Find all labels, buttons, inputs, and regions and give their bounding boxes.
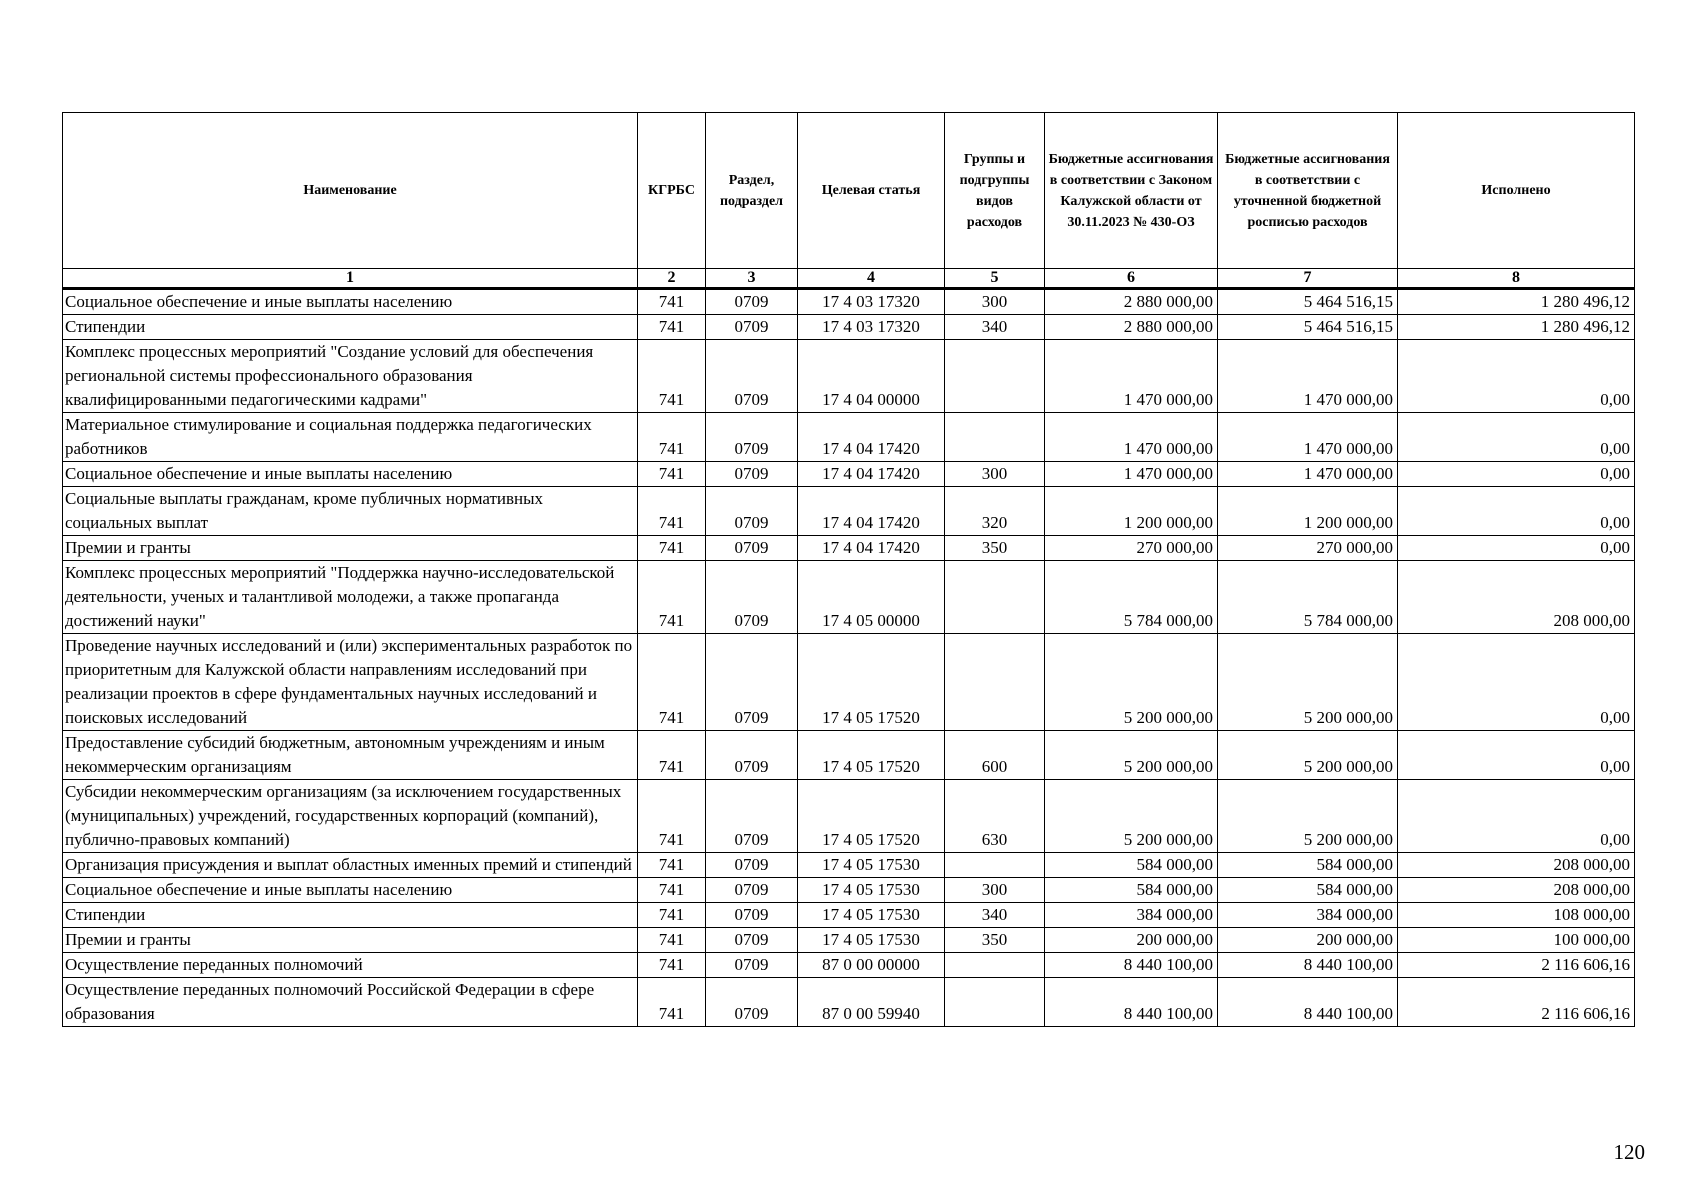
row-section: 0709 bbox=[706, 953, 798, 978]
row-section: 0709 bbox=[706, 487, 798, 536]
row-refined-amount: 270 000,00 bbox=[1218, 536, 1398, 561]
row-name: Премии и гранты bbox=[63, 928, 638, 953]
row-group: 300 bbox=[945, 878, 1045, 903]
column-number: 6 bbox=[1045, 269, 1218, 289]
header-target-article: Целевая статья bbox=[798, 113, 945, 269]
header-expense-group: Группы и подгруппы видов расходов bbox=[945, 113, 1045, 269]
row-name: Премии и гранты bbox=[63, 536, 638, 561]
row-executed-amount: 100 000,00 bbox=[1398, 928, 1635, 953]
row-executed-amount: 2 116 606,16 bbox=[1398, 953, 1635, 978]
row-refined-amount: 5 464 516,15 bbox=[1218, 289, 1398, 315]
row-refined-amount: 5 784 000,00 bbox=[1218, 561, 1398, 634]
row-group bbox=[945, 953, 1045, 978]
row-executed-amount: 0,00 bbox=[1398, 340, 1635, 413]
row-section: 0709 bbox=[706, 853, 798, 878]
row-name: Организация присуждения и выплат областных именных премий и стипендий bbox=[63, 853, 638, 878]
column-number: 5 bbox=[945, 269, 1045, 289]
row-executed-amount: 0,00 bbox=[1398, 731, 1635, 780]
row-name: Проведение научных исследований и (или) экспериментальных разработок по приоритетным для Калужской области направлениям исследований при реализации проектов в сфере фундаментальных научных исследований и поисковых исследований bbox=[63, 634, 638, 731]
row-law-amount: 2 880 000,00 bbox=[1045, 289, 1218, 315]
row-target: 17 4 03 17320 bbox=[798, 315, 945, 340]
row-refined-amount: 5 200 000,00 bbox=[1218, 780, 1398, 853]
table-row bbox=[63, 315, 1635, 340]
row-section: 0709 bbox=[706, 561, 798, 634]
row-kgrbs: 741 bbox=[638, 853, 706, 878]
row-kgrbs: 741 bbox=[638, 953, 706, 978]
row-refined-amount: 200 000,00 bbox=[1218, 928, 1398, 953]
row-executed-amount: 0,00 bbox=[1398, 413, 1635, 462]
header-kgrbs: КГРБС bbox=[638, 113, 706, 269]
row-refined-amount: 5 200 000,00 bbox=[1218, 731, 1398, 780]
row-kgrbs: 741 bbox=[638, 928, 706, 953]
budget-table bbox=[62, 112, 1635, 1027]
row-refined-amount: 5 200 000,00 bbox=[1218, 634, 1398, 731]
row-law-amount: 5 200 000,00 bbox=[1045, 780, 1218, 853]
row-law-amount: 1 470 000,00 bbox=[1045, 413, 1218, 462]
row-refined-amount: 584 000,00 bbox=[1218, 878, 1398, 903]
row-refined-amount: 8 440 100,00 bbox=[1218, 953, 1398, 978]
table-row bbox=[63, 634, 1635, 731]
header-name: Наименование bbox=[63, 113, 638, 269]
row-section: 0709 bbox=[706, 903, 798, 928]
row-target: 17 4 05 17530 bbox=[798, 853, 945, 878]
table-row bbox=[63, 878, 1635, 903]
row-section: 0709 bbox=[706, 536, 798, 561]
row-executed-amount: 0,00 bbox=[1398, 780, 1635, 853]
row-law-amount: 5 200 000,00 bbox=[1045, 634, 1218, 731]
row-law-amount: 584 000,00 bbox=[1045, 853, 1218, 878]
row-kgrbs: 741 bbox=[638, 340, 706, 413]
row-executed-amount: 1 280 496,12 bbox=[1398, 289, 1635, 315]
row-section: 0709 bbox=[706, 634, 798, 731]
row-kgrbs: 741 bbox=[638, 878, 706, 903]
row-refined-amount: 1 200 000,00 bbox=[1218, 487, 1398, 536]
row-name: Социальное обеспечение и иные выплаты населению bbox=[63, 462, 638, 487]
table-row bbox=[63, 953, 1635, 978]
row-kgrbs: 741 bbox=[638, 536, 706, 561]
table-row bbox=[63, 780, 1635, 853]
row-refined-amount: 584 000,00 bbox=[1218, 853, 1398, 878]
row-group bbox=[945, 634, 1045, 731]
row-target: 17 4 05 17520 bbox=[798, 731, 945, 780]
row-target: 17 4 03 17320 bbox=[798, 289, 945, 315]
row-group: 600 bbox=[945, 731, 1045, 780]
row-section: 0709 bbox=[706, 340, 798, 413]
row-target: 17 4 05 17520 bbox=[798, 780, 945, 853]
row-section: 0709 bbox=[706, 731, 798, 780]
row-kgrbs: 741 bbox=[638, 561, 706, 634]
row-kgrbs: 741 bbox=[638, 413, 706, 462]
row-section: 0709 bbox=[706, 413, 798, 462]
header-refined-allocations: Бюджетные ассигнования в соответствии с уточненной бюджетной росписью расходов bbox=[1218, 113, 1398, 269]
row-executed-amount: 208 000,00 bbox=[1398, 853, 1635, 878]
row-section: 0709 bbox=[706, 978, 798, 1027]
row-kgrbs: 741 bbox=[638, 634, 706, 731]
row-kgrbs: 741 bbox=[638, 731, 706, 780]
row-executed-amount: 0,00 bbox=[1398, 536, 1635, 561]
row-kgrbs: 741 bbox=[638, 315, 706, 340]
row-name: Осуществление переданных полномочий bbox=[63, 953, 638, 978]
row-section: 0709 bbox=[706, 780, 798, 853]
row-target: 17 4 05 17520 bbox=[798, 634, 945, 731]
row-section: 0709 bbox=[706, 878, 798, 903]
row-group bbox=[945, 413, 1045, 462]
row-target: 17 4 05 17530 bbox=[798, 928, 945, 953]
row-target: 17 4 04 17420 bbox=[798, 487, 945, 536]
row-group: 340 bbox=[945, 903, 1045, 928]
table-row bbox=[63, 561, 1635, 634]
table-row bbox=[63, 978, 1635, 1027]
row-law-amount: 8 440 100,00 bbox=[1045, 953, 1218, 978]
table-row bbox=[63, 536, 1635, 561]
table-row bbox=[63, 340, 1635, 413]
column-number: 7 bbox=[1218, 269, 1398, 289]
header-law-allocations: Бюджетные ассигнования в соответствии с Законом Калужской области от 30.11.2023 № 430-ОЗ bbox=[1045, 113, 1218, 269]
row-kgrbs: 741 bbox=[638, 462, 706, 487]
column-number: 8 bbox=[1398, 269, 1635, 289]
row-section: 0709 bbox=[706, 462, 798, 487]
row-refined-amount: 5 464 516,15 bbox=[1218, 315, 1398, 340]
row-refined-amount: 1 470 000,00 bbox=[1218, 462, 1398, 487]
row-executed-amount: 208 000,00 bbox=[1398, 561, 1635, 634]
row-kgrbs: 741 bbox=[638, 289, 706, 315]
table-row bbox=[63, 928, 1635, 953]
table-row bbox=[63, 289, 1635, 315]
column-number: 2 bbox=[638, 269, 706, 289]
row-group bbox=[945, 853, 1045, 878]
header-executed: Исполнено bbox=[1398, 113, 1635, 269]
row-law-amount: 5 200 000,00 bbox=[1045, 731, 1218, 780]
row-group: 630 bbox=[945, 780, 1045, 853]
row-law-amount: 270 000,00 bbox=[1045, 536, 1218, 561]
row-target: 17 4 05 00000 bbox=[798, 561, 945, 634]
row-name: Субсидии некоммерческим организациям (за исключением государственных (муниципальных) учреждений, государственных корпораций (компаний), публично-правовых компаний) bbox=[63, 780, 638, 853]
row-law-amount: 2 880 000,00 bbox=[1045, 315, 1218, 340]
row-group: 350 bbox=[945, 536, 1045, 561]
row-target: 87 0 00 59940 bbox=[798, 978, 945, 1027]
row-group: 340 bbox=[945, 315, 1045, 340]
row-executed-amount: 2 116 606,16 bbox=[1398, 978, 1635, 1027]
row-group: 300 bbox=[945, 289, 1045, 315]
row-refined-amount: 384 000,00 bbox=[1218, 903, 1398, 928]
row-name: Материальное стимулирование и социальная поддержка педагогических работников bbox=[63, 413, 638, 462]
header-section: Раздел, подраздел bbox=[706, 113, 798, 269]
row-group bbox=[945, 561, 1045, 634]
row-target: 17 4 04 17420 bbox=[798, 413, 945, 462]
table-row bbox=[63, 487, 1635, 536]
row-executed-amount: 1 280 496,12 bbox=[1398, 315, 1635, 340]
column-number: 1 bbox=[63, 269, 638, 289]
page-number: 120 bbox=[1613, 1140, 1645, 1164]
row-kgrbs: 741 bbox=[638, 903, 706, 928]
row-law-amount: 1 470 000,00 bbox=[1045, 462, 1218, 487]
row-refined-amount: 1 470 000,00 bbox=[1218, 413, 1398, 462]
column-number: 3 bbox=[706, 269, 798, 289]
row-name: Комплекс процессных мероприятий "Поддержка научно-исследовательской деятельности, ученых и талантливой молодежи, а также пропаганда достижений науки" bbox=[63, 561, 638, 634]
column-number: 4 bbox=[798, 269, 945, 289]
row-law-amount: 584 000,00 bbox=[1045, 878, 1218, 903]
row-target: 17 4 04 00000 bbox=[798, 340, 945, 413]
row-executed-amount: 108 000,00 bbox=[1398, 903, 1635, 928]
row-law-amount: 200 000,00 bbox=[1045, 928, 1218, 953]
row-law-amount: 384 000,00 bbox=[1045, 903, 1218, 928]
row-law-amount: 1 200 000,00 bbox=[1045, 487, 1218, 536]
row-law-amount: 5 784 000,00 bbox=[1045, 561, 1218, 634]
row-target: 17 4 04 17420 bbox=[798, 536, 945, 561]
row-target: 17 4 05 17530 bbox=[798, 878, 945, 903]
table-row bbox=[63, 731, 1635, 780]
row-target: 87 0 00 00000 bbox=[798, 953, 945, 978]
row-kgrbs: 741 bbox=[638, 780, 706, 853]
row-law-amount: 1 470 000,00 bbox=[1045, 340, 1218, 413]
row-group: 350 bbox=[945, 928, 1045, 953]
row-executed-amount: 208 000,00 bbox=[1398, 878, 1635, 903]
row-name: Комплекс процессных мероприятий "Создание условий для обеспечения региональной системы профессионального образования квалифицированными педагогическими кадрами" bbox=[63, 340, 638, 413]
header-row bbox=[63, 113, 1635, 269]
row-section: 0709 bbox=[706, 315, 798, 340]
row-name: Предоставление субсидий бюджетным, автономным учреждениям и иным некоммерческим организациям bbox=[63, 731, 638, 780]
row-target: 17 4 04 17420 bbox=[798, 462, 945, 487]
row-kgrbs: 741 bbox=[638, 978, 706, 1027]
row-law-amount: 8 440 100,00 bbox=[1045, 978, 1218, 1027]
row-executed-amount: 0,00 bbox=[1398, 462, 1635, 487]
row-executed-amount: 0,00 bbox=[1398, 487, 1635, 536]
row-name: Стипендии bbox=[63, 903, 638, 928]
row-kgrbs: 741 bbox=[638, 487, 706, 536]
column-number-row bbox=[63, 269, 1635, 289]
table-row bbox=[63, 903, 1635, 928]
table-row bbox=[63, 462, 1635, 487]
row-name: Стипендии bbox=[63, 315, 638, 340]
row-name: Социальные выплаты гражданам, кроме публичных нормативных социальных выплат bbox=[63, 487, 638, 536]
row-group bbox=[945, 340, 1045, 413]
row-executed-amount: 0,00 bbox=[1398, 634, 1635, 731]
row-refined-amount: 8 440 100,00 bbox=[1218, 978, 1398, 1027]
row-group: 320 bbox=[945, 487, 1045, 536]
row-target: 17 4 05 17530 bbox=[798, 903, 945, 928]
row-group bbox=[945, 978, 1045, 1027]
row-section: 0709 bbox=[706, 928, 798, 953]
row-refined-amount: 1 470 000,00 bbox=[1218, 340, 1398, 413]
row-name: Социальное обеспечение и иные выплаты населению bbox=[63, 878, 638, 903]
row-group: 300 bbox=[945, 462, 1045, 487]
table-row bbox=[63, 853, 1635, 878]
table-row bbox=[63, 413, 1635, 462]
row-name: Осуществление переданных полномочий Российской Федерации в сфере образования bbox=[63, 978, 638, 1027]
row-section: 0709 bbox=[706, 289, 798, 315]
row-name: Социальное обеспечение и иные выплаты населению bbox=[63, 289, 638, 315]
